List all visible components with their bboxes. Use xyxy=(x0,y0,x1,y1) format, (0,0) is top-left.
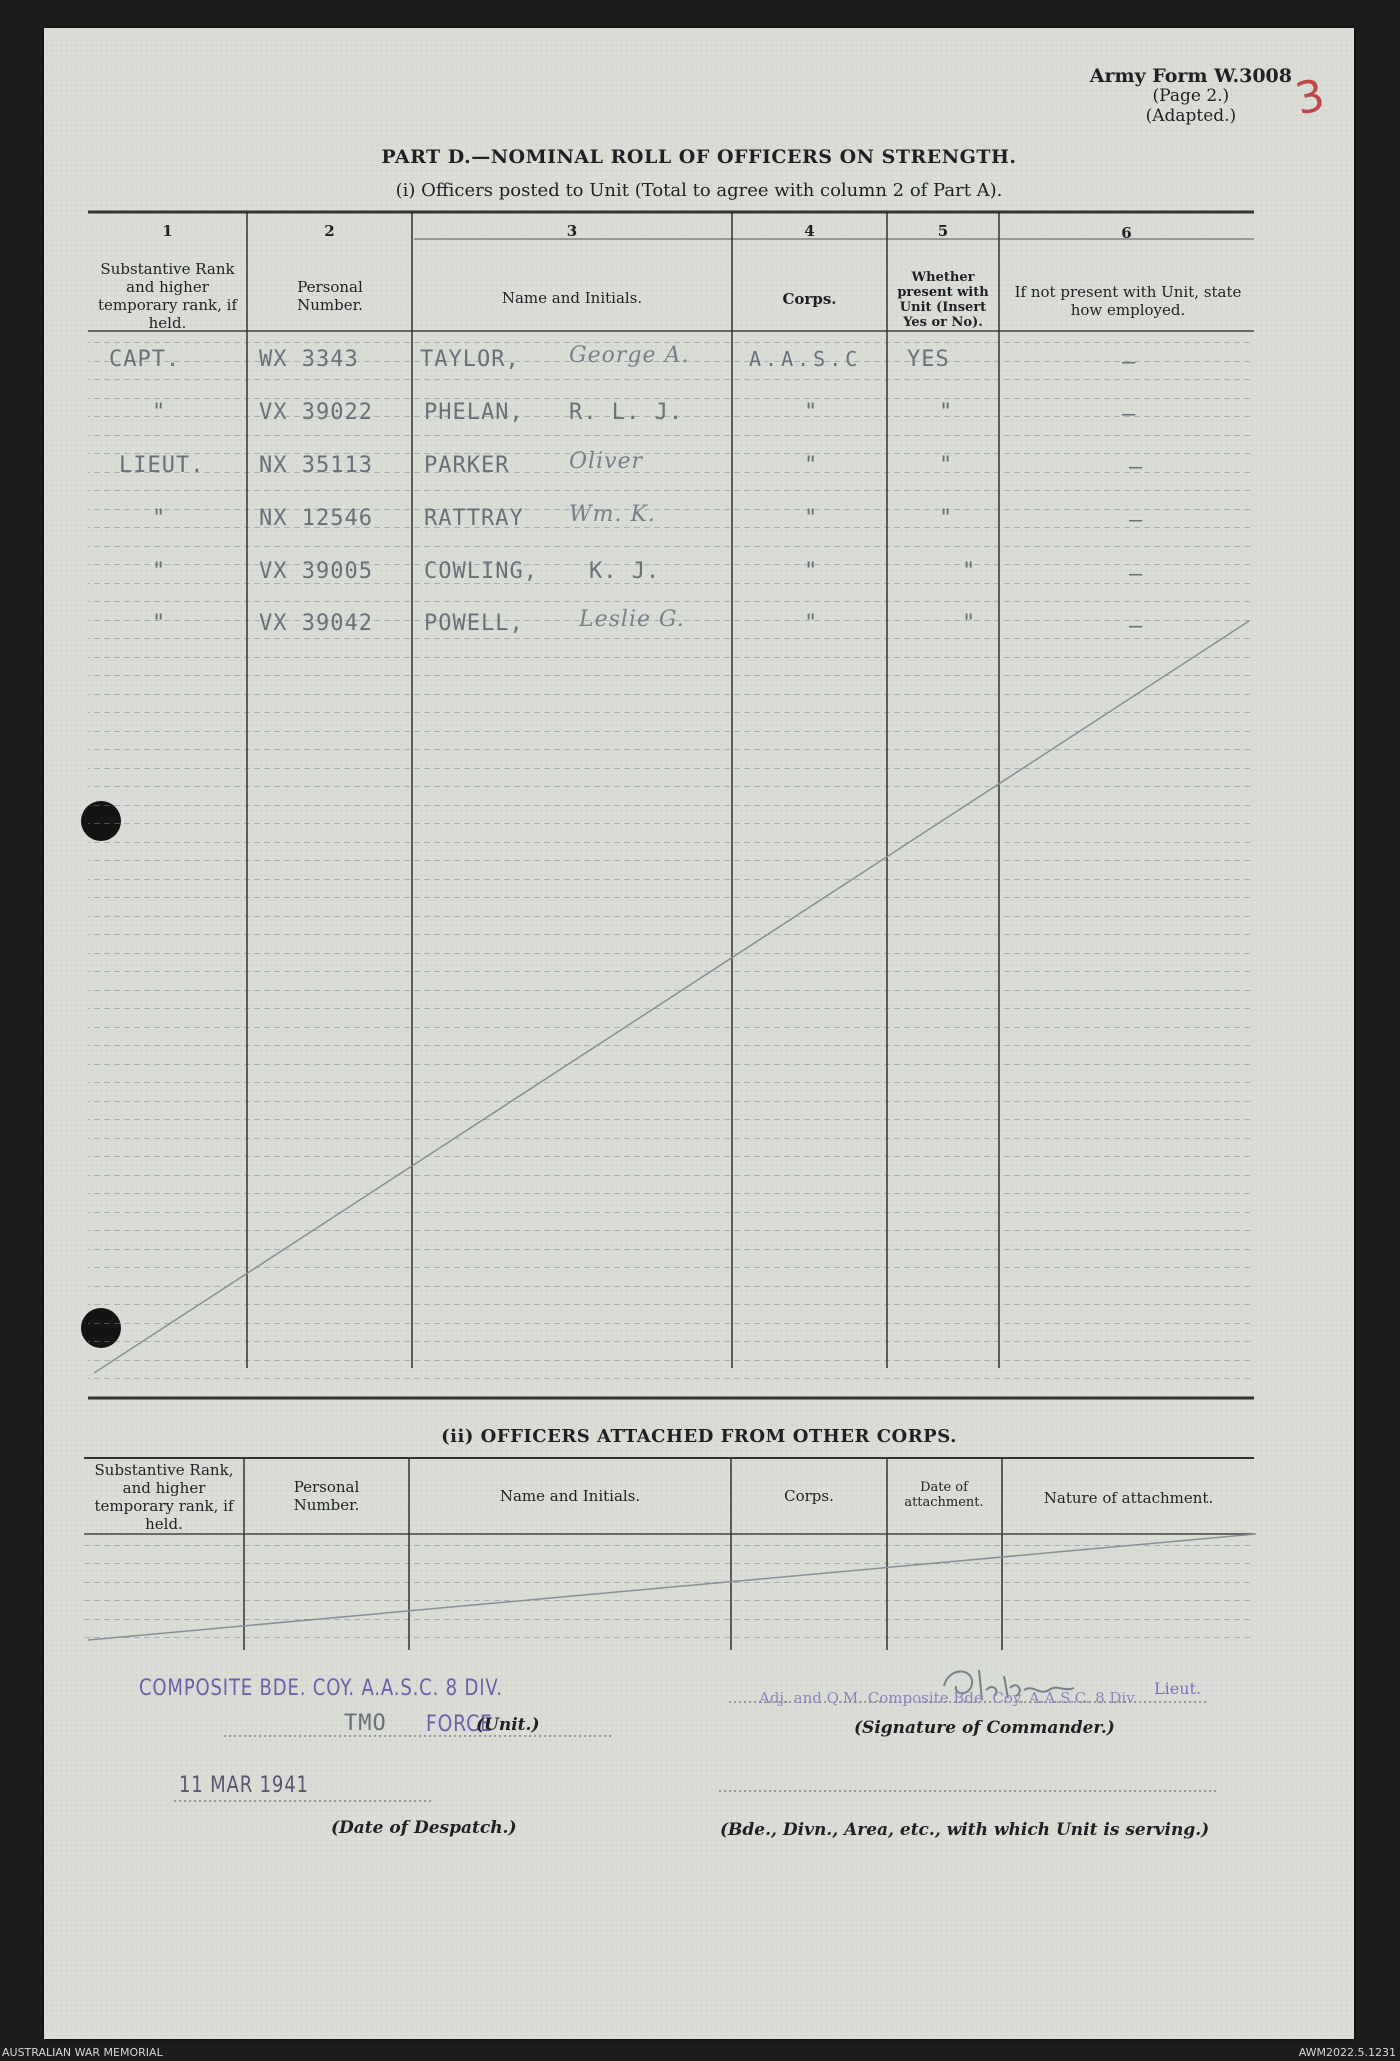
column-header-corps: Corps. xyxy=(782,290,837,308)
row-4-present: " xyxy=(939,506,954,531)
unit-underline xyxy=(224,1735,614,1738)
row-1-given: George A. xyxy=(569,343,690,368)
column-header-number: Personal Number. xyxy=(297,278,363,314)
row-2-corps: " xyxy=(804,400,819,425)
signature-stamp: Adj. and Q.M. Composite Bde. Coy. A.A.S.C. 8 Div. xyxy=(759,1689,1138,1707)
row-5-given: K. J. xyxy=(589,559,661,584)
column-header-present: Whether present with Unit (Insert Yes or No). xyxy=(897,270,989,330)
column-header-rank: Substantive Rank and higher temporary rank, if held. xyxy=(97,260,238,332)
form-number: Army Form W.3008 xyxy=(1089,65,1292,87)
row-4-corps: " xyxy=(804,506,819,531)
attached-header-name: Name and Initials. xyxy=(499,1487,641,1505)
row-4-given: Wm. K. xyxy=(569,502,656,527)
row-5-employed: — xyxy=(1129,562,1144,587)
date-underline xyxy=(174,1800,434,1803)
row-6-present: " xyxy=(962,611,977,636)
part-d-title: PART D.—NOMINAL ROLL OF OFFICERS ON STRENGTH. xyxy=(381,146,1017,168)
row-1-present: YES xyxy=(907,347,950,372)
row-3-surname: PARKER xyxy=(424,453,510,478)
serving-caption: (Bde., Divn., Area, etc., with which Unit is serving.) xyxy=(720,1820,1210,1840)
row-1-employed: — xyxy=(1122,350,1137,375)
attached-header-number: Personal Number. xyxy=(293,1478,360,1514)
row-3-employed: — xyxy=(1129,455,1144,480)
section-ii-title: (ii) OFFICERS ATTACHED FROM OTHER CORPS. xyxy=(441,1426,957,1447)
row-6-corps: " xyxy=(804,611,819,636)
row-6-given: Leslie G. xyxy=(579,607,685,632)
row-1-surname: TAYLOR, xyxy=(420,347,520,372)
row-6-number: VX 39042 xyxy=(259,611,373,636)
handwritten-page-number: 3 xyxy=(1291,69,1329,126)
row-3-given: Oliver xyxy=(569,449,644,474)
row-2-surname: PHELAN, xyxy=(424,400,524,425)
row-2-present: " xyxy=(939,400,954,425)
column-header-employed: If not present with Unit, state how employed. xyxy=(1014,283,1242,319)
row-2-given: R. L. J. xyxy=(569,400,683,425)
column-number: 4 xyxy=(804,222,815,240)
form-page xyxy=(44,28,1354,2039)
row-4-rank: " xyxy=(152,506,167,531)
form-adapted-label: (Adapted.) xyxy=(1145,106,1237,126)
row-5-number: VX 39005 xyxy=(259,559,373,584)
row-2-employed: — xyxy=(1122,402,1137,427)
serving-underline xyxy=(719,1790,1219,1793)
row-3-number: NX 35113 xyxy=(259,453,373,478)
form-page-label: (Page 2.) xyxy=(1152,86,1230,106)
force-stamp: FORCE xyxy=(426,1712,493,1737)
column-number: 3 xyxy=(566,222,578,240)
column-number: 6 xyxy=(1121,224,1132,242)
attached-header-rank: Substantive Rank, and higher temporary rank, if held. xyxy=(94,1461,234,1533)
row-4-surname: RATTRAY xyxy=(424,506,524,531)
column-number: 2 xyxy=(324,222,335,240)
row-6-employed: — xyxy=(1129,614,1144,639)
row-6-surname: POWELL, xyxy=(424,611,524,636)
row-3-corps: " xyxy=(804,453,819,478)
attached-header-nature: Nature of attachment. xyxy=(1043,1489,1214,1507)
credit-right: AWM2022.5.1231 xyxy=(1298,2046,1396,2059)
column-number: 5 xyxy=(937,222,949,240)
row-1-corps: A.A.S.C xyxy=(749,347,862,371)
row-5-rank: " xyxy=(152,559,167,584)
credit-left: AUSTRALIAN WAR MEMORIAL xyxy=(2,2046,163,2059)
attached-header-corps: Corps. xyxy=(784,1487,834,1505)
row-4-employed: — xyxy=(1129,508,1144,533)
column-number: 1 xyxy=(162,222,173,240)
row-3-present: " xyxy=(939,453,954,478)
row-1-rank: CAPT. xyxy=(109,347,181,372)
row-5-surname: COWLING, xyxy=(424,559,538,584)
signature-caption: (Signature of Commander.) xyxy=(854,1718,1115,1738)
commander-signature xyxy=(924,1656,1124,1716)
date-caption: (Date of Despatch.) xyxy=(331,1818,517,1838)
force-handwritten: TMO xyxy=(344,1711,387,1736)
row-4-number: NX 12546 xyxy=(259,506,373,531)
signature-rank: Lieut. xyxy=(1154,1679,1202,1698)
section-i-text: (i) Officers posted to Unit (Total to agree with column 2 of Part A). xyxy=(395,180,1003,201)
row-5-present: " xyxy=(962,559,977,584)
row-6-rank: " xyxy=(152,611,167,636)
unit-caption: (Unit.) xyxy=(476,1715,540,1735)
row-2-rank: " xyxy=(152,400,167,425)
row-5-corps: " xyxy=(804,559,819,584)
attached-header-date: Date of attachment. xyxy=(904,1480,984,1510)
date-stamp: 11 MAR 1941 xyxy=(179,1773,309,1798)
row-3-rank: LIEUT. xyxy=(119,453,205,478)
row-1-number: WX 3343 xyxy=(259,347,359,372)
unit-stamp: COMPOSITE BDE. COY. A.A.S.C. 8 DIV. xyxy=(139,1676,503,1701)
row-2-number: VX 39022 xyxy=(259,400,373,425)
column-header-name: Name and Initials. xyxy=(501,289,643,307)
